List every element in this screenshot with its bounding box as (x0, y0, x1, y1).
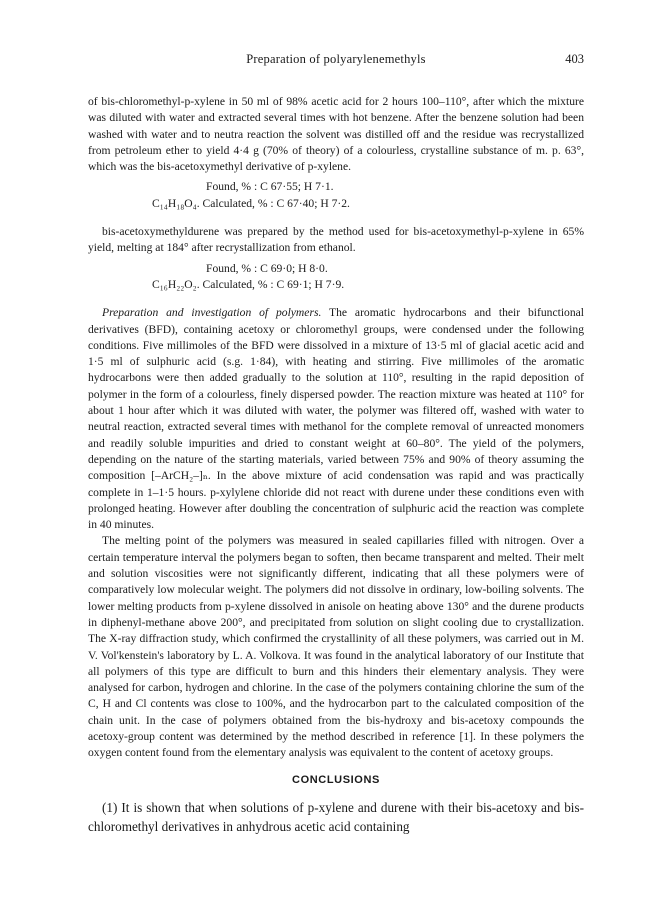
body-text (88, 94, 584, 836)
found-values-1: Found, % : C 67·55; H 7·1. (206, 180, 334, 194)
paragraph-1: of bis-chloromethyl-p-xylene in 50 ml of 98% acetic acid for 2 hours 100–110°, after which the mixture was diluted with water and extracted several times with hot benzene. After the benzene solution had been washed with water and to neutra reaction the solvent was distilled off and the residue was recrystallized from petroleum ether to yield 4·4 g (70% of theory) of a colourless, crystalline substance of m. p. 63°, which was the bis-acetoxymethyl derivative of p-xylene. (88, 95, 584, 174)
conclusions-heading: CONCLUSIONS (292, 773, 380, 786)
running-head (88, 52, 584, 72)
paragraph-3-lead: Preparation and investigation of polymers. (102, 306, 322, 320)
paragraph-4: The melting point of the polymers was measured in sealed capillaries filled with nitrogen. Over a certain temperature interval the polymers began to soften, then became transparent and melted. Their melt and solution viscosities were not significantly different, indicating that all these polymers were of comparatively low molecular weight. The polymers did not dissolve in ordinary, low-boiling solvents. The lower melting products from p-xylene dissolved in anisole on heating above 130° and the durene products in diphenyl-methane above 200°, and precipitated from solution on slight cooling due to crystallization. The X-ray diffraction study, which confirmed the crystallinity of all these polymers, was carried out in M. V. Vol'kenstein's laboratory by L. A. Volkova. It was found in the analytical laboratory of our Institute that all polymers of this type are difficult to burn and this hinders their elementary analysis. They were analysed for carbon, hydrogen and chlorine. In the case of the polymers containing chlorine the sum of the C, H and Cl contents was close to 100%, and the hydrocarbon part to the calculated composition of the chain unit. In the case of polymers obtained from the bis-hydroxy and bis-acetoxy compounds the acetoxy-group content was determined by the method described in reference [1]. In these polymers the oxygen content found from the elementary analysis was equivalent to the content of acetoxy groups. (88, 534, 584, 760)
calculated-values-1: C₁₄H₁₈O₄. Calculated, % : C 67·40; H 7·2. (152, 196, 350, 210)
calculated-values-2: C₁₆H₂₂O₂. Calculated, % : C 69·1; H 7·9. (152, 277, 345, 291)
paragraph-3-text: The aromatic hydrocarbons and their bifunctional derivatives (BFD), containing acetoxy or chloromethyl groups, were condensed under the following conditions. Five millimoles of the BFD were dissolved in a mixture of 13·5 ml of glacial acetic acid and 1·5 ml of sulphuric acid (s.g. 1·84), with heating and stirring. Five millimoles of the aromatic hydrocarbons were then added gradually to the solution at 110°, resulting in the rapid deposition of polymer in the form of a colourless, finely dispersed powder. The reaction mixture was heated at 110° for about 1 hour after which it was diluted with water, the polymer was filtered off, washed with water to neutral reaction, extracted several times with methanol for the complete removal of unreacted monomers and readily soluble impurities and dried to constant weight at 60–80°. The yield of the polymers, depending on the nature of the starting materials, varied between 75% and 90% of theory assuming the composition [–ArCH₂–]ₙ. In the above mixture of acid condensation was rapid and was practically complete in 1–1·5 hours. p-xylylene chloride did not react with durene under these conditions even with prolonged heating. However after doubling the concentration of sulphuric acid the reaction was complete in 40 minutes. (88, 306, 585, 532)
running-title: Preparation of polyarylenemethyls (246, 52, 426, 66)
paragraph-2: bis-acetoxymethyldurene was prepared by the method used for bis-acetoxymethyl-p-xylene in 65% yield, melting at 184° after recrystallization from ethanol. (88, 225, 584, 255)
analysis-block-2 (88, 261, 584, 294)
paragraph-3 (88, 305, 584, 533)
analysis-block-1 (88, 179, 584, 212)
found-values-2: Found, % : C 69·0; H 8·0. (206, 261, 328, 275)
conclusion-1: (1) It is shown that when solutions of p-xylene and durene with their bis-acetoxy and bis-chloromethyl derivatives in anhydrous acetic acid containing (88, 799, 584, 834)
page-number: 403 (565, 52, 584, 66)
